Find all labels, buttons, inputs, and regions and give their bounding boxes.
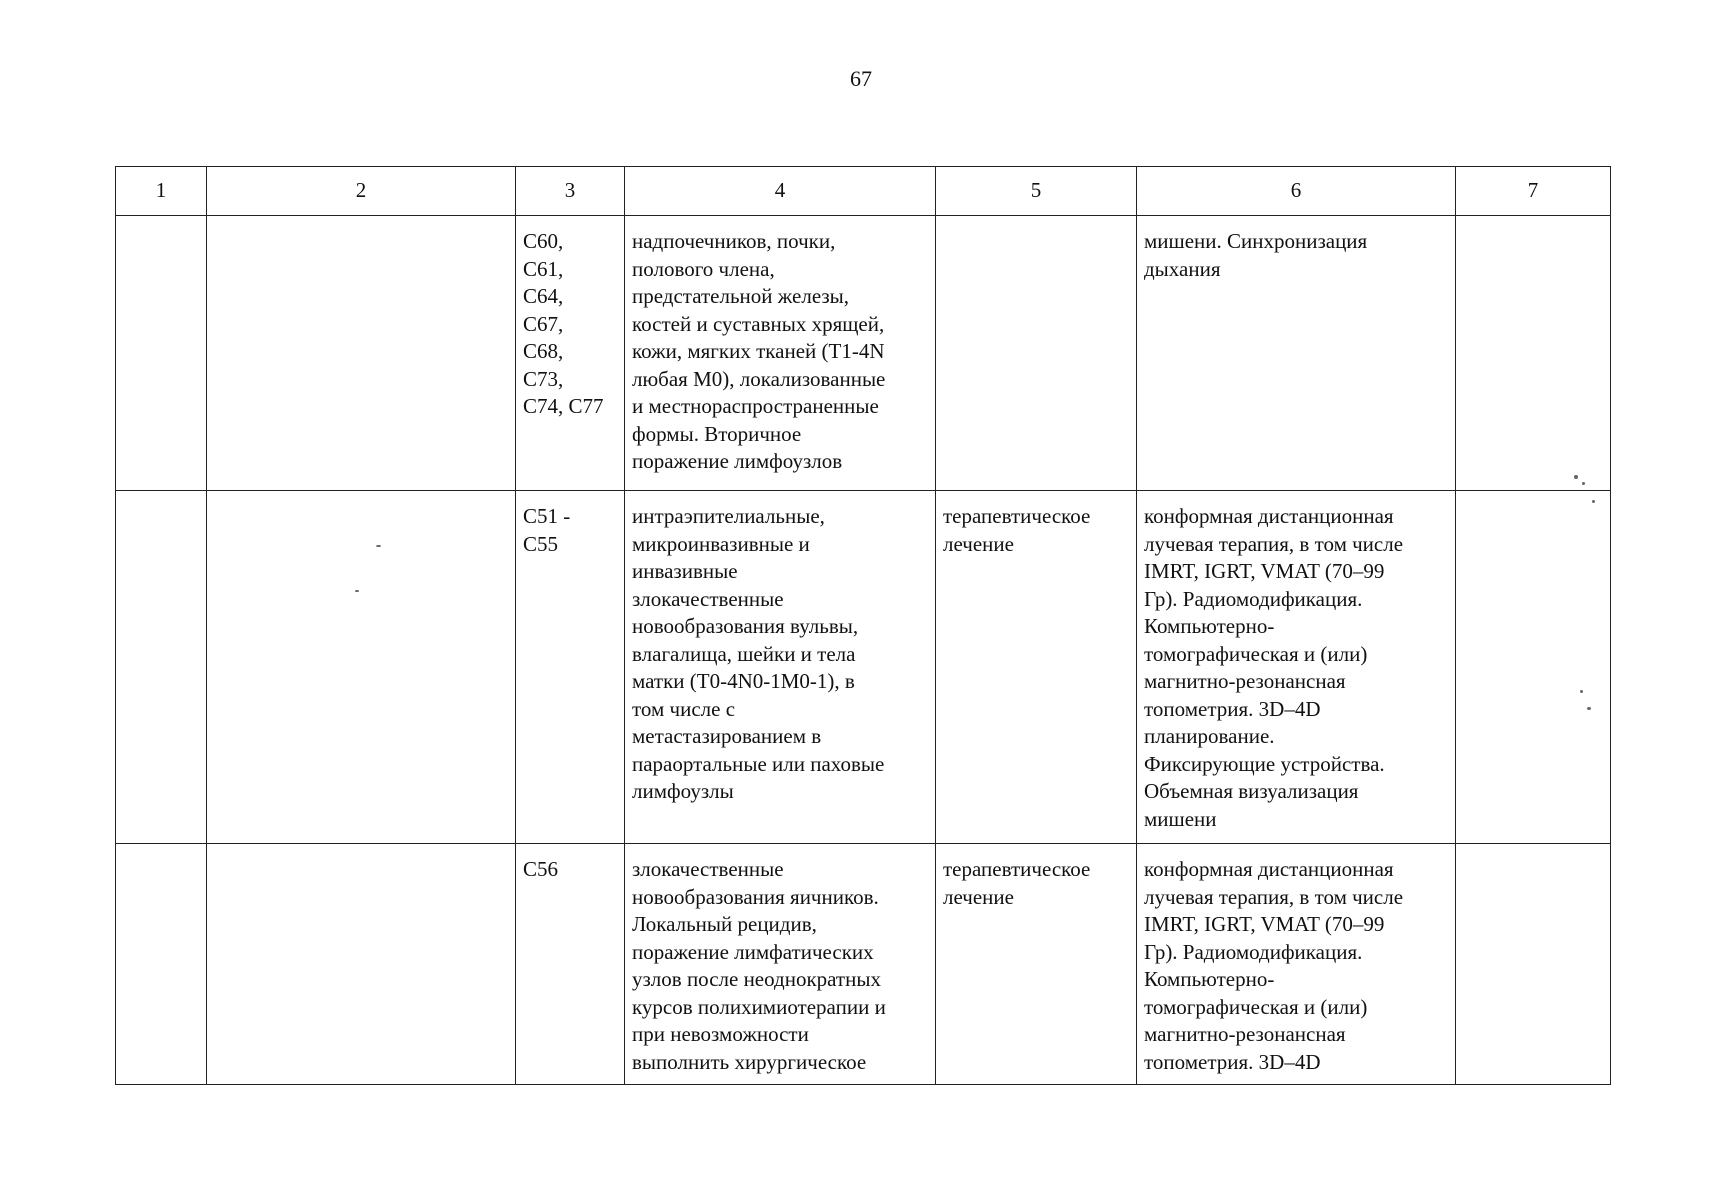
cell-text-line: матки (T0-4N0-1M0-1), в — [632, 669, 855, 693]
cell-text-line: магнитно-резонансная — [1144, 669, 1346, 693]
cell-text-line: топометрия. 3D–4D — [1144, 696, 1321, 721]
cell-text-line: новообразования вульвы, — [632, 614, 859, 638]
table-cell-col-4 — [625, 844, 936, 1085]
column-header: 6 — [1137, 167, 1456, 216]
cell-text-line: надпочечников, почки, — [632, 229, 836, 253]
cell-text-line: лучевая терапия, в том числе — [1144, 531, 1404, 556]
scan-speck — [1592, 500, 1595, 503]
cell-text-line: Компьютерно- — [1144, 967, 1275, 991]
cell-text-line: Компьютерно- — [1144, 614, 1275, 638]
cell-text-line: C60, — [523, 229, 564, 253]
table-cell-col-2 — [207, 491, 516, 844]
cell-text-line: магнитно-резонансная — [1144, 1022, 1346, 1046]
cell-text-line: метастазированием в — [632, 724, 822, 748]
table-row — [116, 844, 1611, 1085]
table-cell-col-7 — [1456, 491, 1611, 844]
scan-speck — [1582, 482, 1585, 485]
cell-text-line: лечение — [943, 531, 1014, 556]
cell-text-line: микроинвазивные и — [632, 531, 810, 556]
table-cell-col-1 — [116, 216, 207, 491]
scan-speck — [355, 590, 359, 592]
table-cell-col-7 — [1456, 844, 1611, 1085]
table-header-row — [116, 167, 1611, 216]
cell-text-line: конформная дистанционная — [1144, 504, 1394, 528]
cell-text-line: терапевтическое — [943, 504, 1091, 528]
column-header: 7 — [1456, 167, 1611, 216]
cell-text-line: Локальный рецидив, — [632, 912, 817, 936]
cell-text-line: формы. Вторичное — [632, 421, 802, 446]
table-cell-col-6 — [1137, 844, 1456, 1085]
cell-text-line: кожи, мягких тканей (T1-4N — [632, 339, 885, 363]
cell-text-line: дыхания — [1144, 256, 1221, 281]
cell-text-line: мишени. Синхронизация — [1144, 229, 1368, 253]
cell-text-line: предстательной железы, — [632, 284, 850, 308]
cell-text-line: Фиксирующие устройства. — [1144, 751, 1385, 776]
column-header: 5 — [936, 167, 1137, 216]
cell-text-line: лечение — [943, 884, 1014, 909]
scan-speck — [1580, 690, 1583, 693]
column-header: 3 — [516, 167, 625, 216]
cell-text-line: C67, — [523, 311, 564, 336]
cell-text-line: томографическая и (или) — [1144, 994, 1368, 1019]
table-cell-col-4 — [625, 216, 936, 491]
cell-text-line: Гр). Радиомодификация. — [1144, 939, 1363, 964]
cell-text-line: C74, C77 — [523, 394, 604, 418]
cell-text-line: курсов полихимиотерапии и — [632, 994, 886, 1019]
scan-speck — [376, 545, 381, 547]
cell-text-line: злокачественные — [632, 586, 784, 611]
cell-text-line: планирование. — [1144, 724, 1275, 748]
cell-text-line: интраэпителиальные, — [632, 504, 825, 528]
cell-text-line: IMRT, IGRT, VMAT (70–99 — [1144, 559, 1385, 583]
cell-text-line: конформная дистанционная — [1144, 857, 1394, 881]
cell-text-line: C56 — [523, 857, 559, 881]
cell-text-line: параортальные или паховые — [632, 751, 885, 776]
cell-text-line: полового члена, — [632, 256, 775, 281]
cell-text-line: поражение лимфоузлов — [632, 449, 843, 473]
cell-text-line: терапевтическое — [943, 857, 1091, 881]
table-cell-col-6 — [1137, 491, 1456, 844]
document-table — [115, 166, 1611, 1085]
cell-text-line: новообразования яичников. — [632, 884, 879, 909]
cell-text-line: томографическая и (или) — [1144, 641, 1368, 666]
cell-text-line: C51 - — [523, 504, 571, 528]
cell-text-line: при невозможности — [632, 1022, 809, 1046]
cell-text-line: поражение лимфатических — [632, 939, 874, 964]
table-cell-col-3 — [516, 216, 625, 491]
cell-text-line: лучевая терапия, в том числе — [1144, 884, 1404, 909]
table-cell-col-3 — [516, 491, 625, 844]
cell-text-line: C73, — [523, 366, 564, 391]
cell-text-line: выполнить хирургическое — [632, 1049, 867, 1074]
column-header: 2 — [207, 167, 516, 216]
table-row — [116, 216, 1611, 491]
cell-text-line: C61, — [523, 256, 564, 281]
cell-text-line: Объемная визуализация — [1144, 779, 1359, 803]
cell-text-line: C68, — [523, 339, 564, 363]
table-cell-col-5 — [936, 216, 1137, 491]
table-cell-col-5 — [936, 844, 1137, 1085]
table-cell-col-3 — [516, 844, 625, 1085]
cell-text-line: инвазивные — [632, 559, 738, 583]
scan-speck — [1587, 707, 1591, 710]
table-cell-col-2 — [207, 844, 516, 1085]
cell-text-line: C64, — [523, 284, 564, 308]
cell-text-line: топометрия. 3D–4D — [1144, 1049, 1321, 1074]
cell-text-line: IMRT, IGRT, VMAT (70–99 — [1144, 912, 1385, 936]
cell-text-line: злокачественные — [632, 857, 784, 881]
table-cell-col-1 — [116, 491, 207, 844]
cell-text-line: мишени — [1144, 806, 1217, 831]
cell-text-line: C55 — [523, 531, 559, 556]
column-header: 4 — [625, 167, 936, 216]
table-cell-col-5 — [936, 491, 1137, 844]
table-cell-col-4 — [625, 491, 936, 844]
cell-text-line: костей и суставных хрящей, — [632, 311, 885, 336]
table-cell-col-1 — [116, 844, 207, 1085]
cell-text-line: любая M0), локализованные — [632, 366, 886, 391]
cell-text-line: Гр). Радиомодификация. — [1144, 586, 1363, 611]
cell-text-line: влагалища, шейки и тела — [632, 641, 856, 666]
cell-text-line: лимфоузлы — [632, 779, 734, 803]
table-cell-col-6 — [1137, 216, 1456, 491]
cell-text-line: и местнораспространенные — [632, 394, 879, 418]
table-cell-col-7 — [1456, 216, 1611, 491]
table-row — [116, 491, 1611, 844]
cell-text-line: том числе с — [632, 696, 736, 721]
page-number: 67 — [850, 66, 872, 91]
scan-speck — [1574, 475, 1578, 479]
column-header: 1 — [116, 167, 207, 216]
table-cell-col-2 — [207, 216, 516, 491]
cell-text-line: узлов после неоднократных — [632, 967, 881, 991]
